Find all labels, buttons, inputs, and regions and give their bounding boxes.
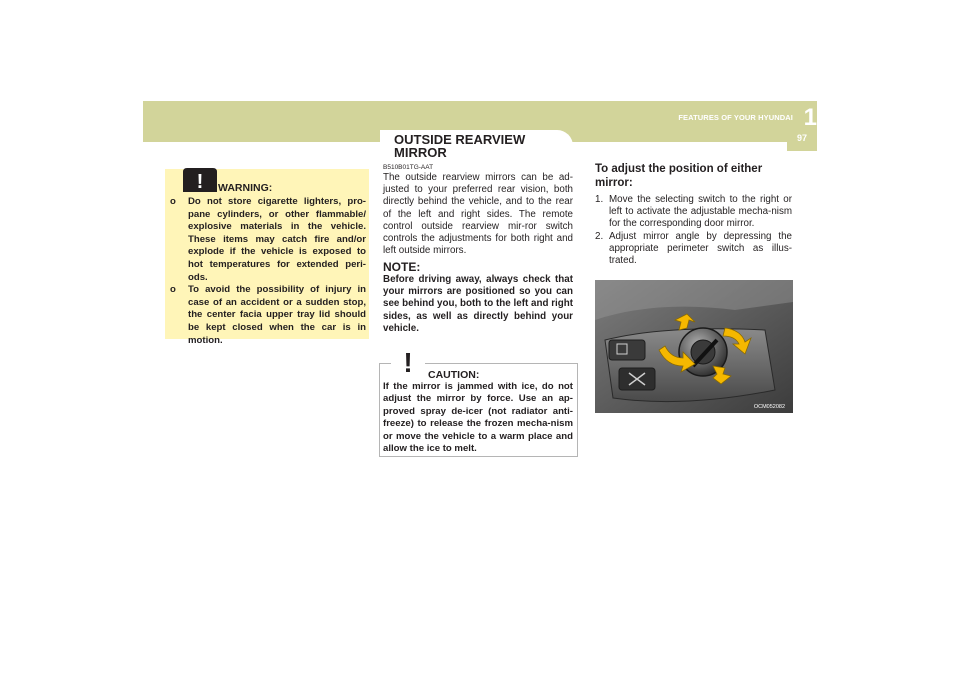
- caution-text: If the mirror is jammed with ice, do not adjust the mirror by force. Use an ap-proved spray de-icer (not radiator anti-freeze) to release the frozen mecha-nism or move the vehicle to a warm place and allow the ice to melt.: [383, 381, 573, 455]
- warning-item: o To avoid the possibility of injury in case of an accident or a sudden stop, the center facia upper tray lid should be kept closed when the car is in motion.: [170, 284, 366, 346]
- warning-icon: [179, 168, 221, 197]
- warning-heading: WARNING:: [218, 182, 273, 194]
- intro-paragraph: The outside rearview mirrors can be ad-justed to your preferred rear vision, both directly behind the vehicle, and to the rear of the left and right sides. The remote control outside rearview mir-ror switch controls the adjustments for both right and left outside mirrors.: [383, 172, 573, 257]
- step-item: 2. Adjust mirror angle by depressing the appropriate perimeter switch as illus-trated.: [595, 230, 792, 267]
- section-title: FEATURES OF YOUR HYUNDAI: [678, 113, 793, 122]
- step-item: 1. Move the selecting switch to the right or left to activate the adjustable mecha-nism for the corresponding door mirror.: [595, 194, 792, 230]
- warning-list: [170, 196, 366, 347]
- page-number: 97: [796, 133, 807, 143]
- warning-item: o Do not store cigarette lighters, pro-pane cylinders, or other flammable/ explosive materials in the vehicle. These items may catch fire and/or explode if the vehicle is exposed to hot temperatures for extended peri-ods.: [170, 196, 366, 283]
- caution-icon: [391, 345, 425, 380]
- warning-symbol: !: [196, 171, 204, 192]
- chapter-number: 1: [803, 104, 817, 131]
- reference-code: B510B01TG-AAT: [383, 164, 434, 171]
- note-heading: NOTE:: [383, 260, 421, 274]
- bullet: o: [170, 284, 176, 296]
- caution-heading: CAUTION:: [428, 369, 480, 381]
- photo-code: OCM052082: [753, 404, 785, 410]
- caution-symbol: !: [403, 347, 413, 375]
- adjust-steps: [595, 194, 792, 267]
- bullet: o: [170, 196, 176, 207]
- adjust-heading: To adjust the position of either mirror:: [595, 163, 763, 189]
- note-text: Before driving away, always check that your mirrors are positioned so you can see behind you, both to the left and right sides, as well as directly behind your vehicle.: [383, 274, 573, 334]
- mirror-switch-photo: [595, 280, 793, 413]
- page-title: OUTSIDE REARVIEW MIRROR: [394, 132, 526, 160]
